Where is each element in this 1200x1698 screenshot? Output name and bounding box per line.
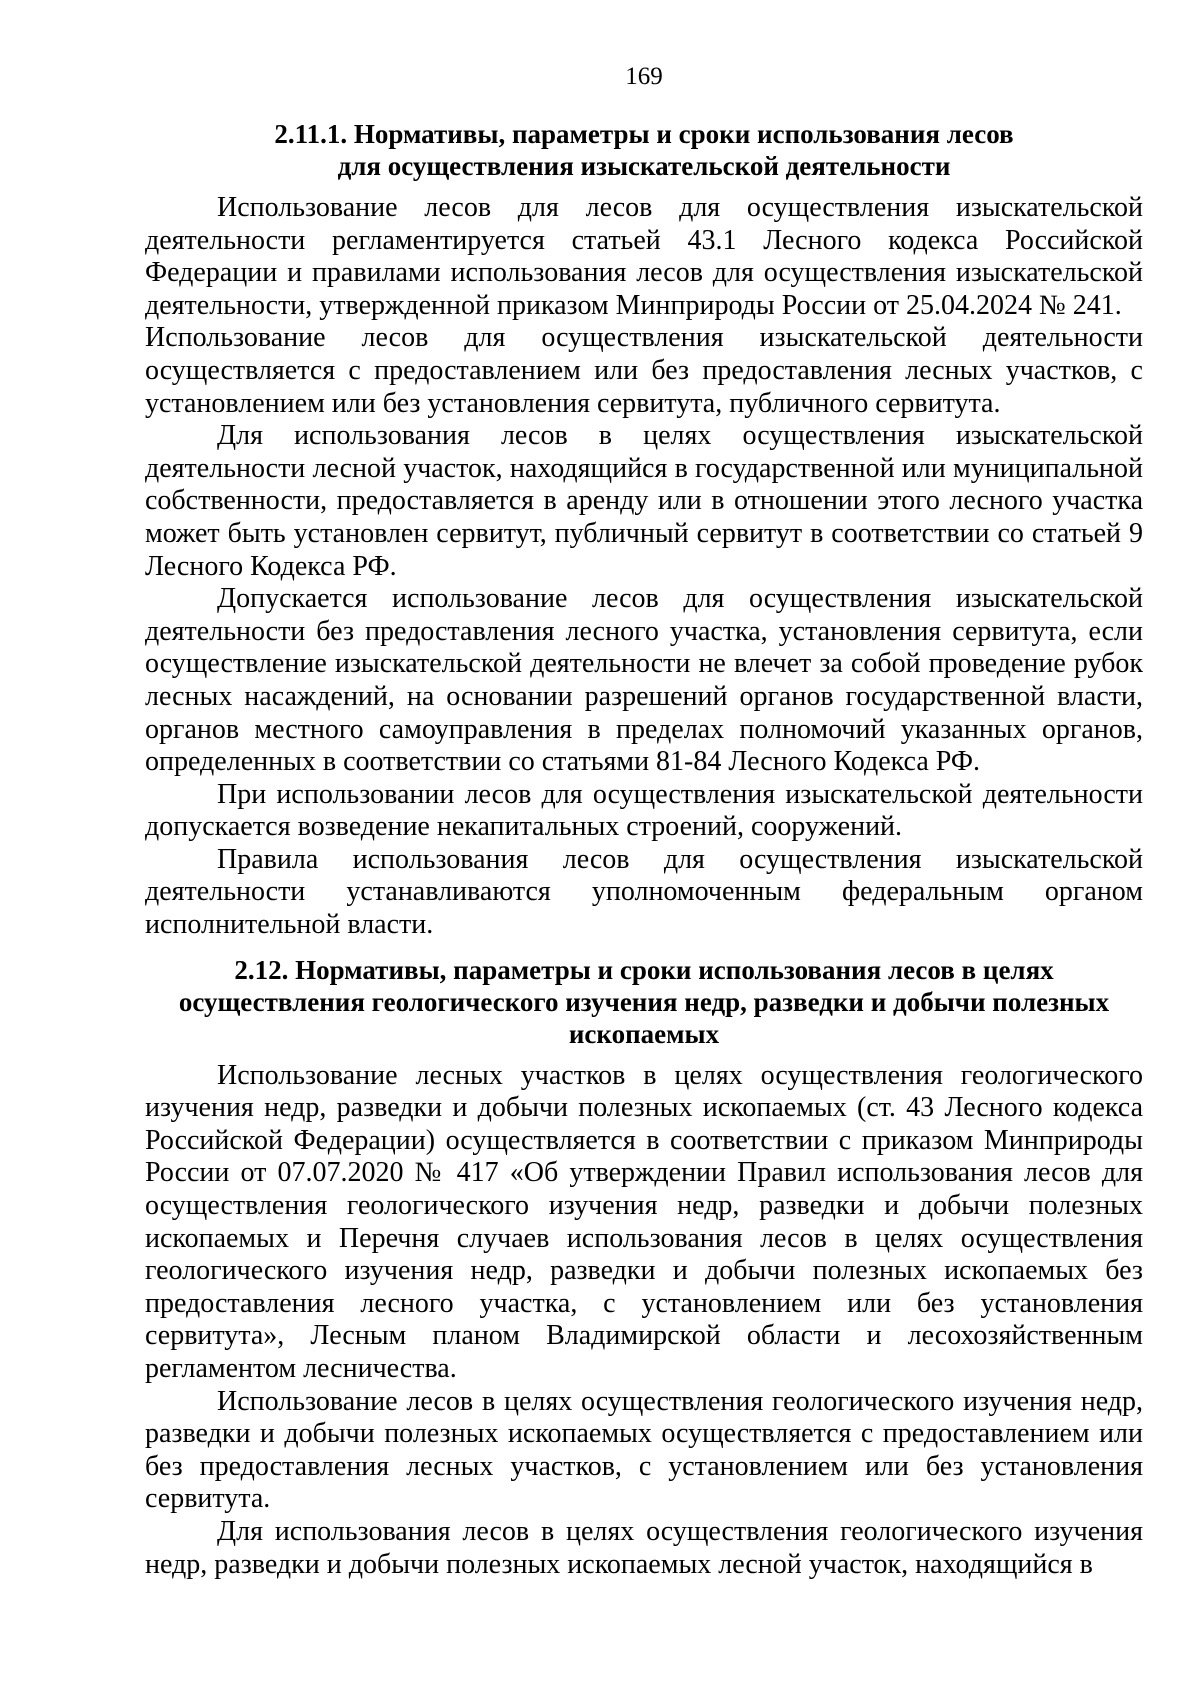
paragraph: Использование лесов для осуществления изыскательской деятельности осуществляется с предоставлением или без предоставления лесных участков, с установлением или без установления сервитута, публичного сервитута. (145, 322, 1143, 419)
paragraph: Правила использования лесов для осуществления изыскательской деятельности устанавливаются уполномоченным федеральным органом исполнительной власти. (145, 843, 1143, 941)
paragraph: Допускается использование лесов для осуществления изыскательской деятельности без предоставления лесного участка, установления сервитута, если осуществление изыскательской деятельности не влечет за собой проведение рубок лесных насаждений, на основании разрешений органов государственной власти, органов местного самоуправления в пределах полномочий указанных органов, определенных в соответствии со статьями 81-84 Лесного Кодекса РФ. (145, 583, 1143, 778)
paragraph: Использование лесов для лесов для осуществления изыскательской деятельности регламентируется статьей 43.1 Лесного кодекса Российской Федерации и правилами использования лесов для осуществления изыскательской деятельности, утвержденной приказом Минприроды России от 25.04.2024 № 241. (145, 192, 1143, 321)
heading-line: для осуществления изыскательской деятельности (337, 151, 951, 181)
section-heading-2-12 (145, 954, 1143, 1050)
heading-line: осуществления геологического изучения недр, разведки и добычи полезных (178, 986, 1110, 1017)
heading-line: 2.12. Нормативы, параметры и сроки использования лесов в целях (234, 954, 1054, 985)
paragraph: Для использования лесов в целях осуществления геологического изучения недр, разведки и добычи полезных ископаемых лесной участок, находящийся в (145, 1515, 1143, 1580)
paragraph: Использование лесных участков в целях осуществления геологического изучения недр, разведки и добычи полезных ископаемых (ст. 43 Лесного кодекса Российской Федерации) осуществляется в соответствии с приказом Минприроды России от 07.07.2020 № 417 «Об утверждении Правил использования лесов для осуществления геологического изучения недр, разведки и добычи полезных ископаемых и Перечня случаев использования лесов в целях осуществления геологического изучения недр, разведки и добычи полезных ископаемых без предоставления лесного участка, с установлением или без установления сервитута», Лесным планом Владимирской области и лесохозяйственным регламентом лесничества. (145, 1059, 1143, 1384)
section-heading-2-11-1 (145, 118, 1143, 182)
document-page (145, 60, 1143, 1581)
paragraph: Для использования лесов в целях осуществления изыскательской деятельности лесной участок, находящийся в государственной или муниципальной собственности, предоставляется в аренду или в отношении этого лесного участка может быть установлен сервитут, публичный сервитут в соответствии со статьей 9 Лесного Кодекса РФ. (145, 420, 1143, 582)
heading-line: ископаемых (568, 1018, 720, 1049)
paragraph: При использовании лесов для осуществления изыскательской деятельности допускается возведение некапитальных строений, сооружений. (145, 778, 1143, 843)
page-number: 169 (625, 63, 663, 90)
paragraph: Использование лесов в целях осуществления геологического изучения недр, разведки и добычи полезных ископаемых осуществляется с предоставлением или без предоставления лесных участков, с установлением или без установления сервитута. (145, 1385, 1143, 1515)
heading-line: 2.11.1. Нормативы, параметры и сроки использования лесов (274, 119, 1014, 149)
